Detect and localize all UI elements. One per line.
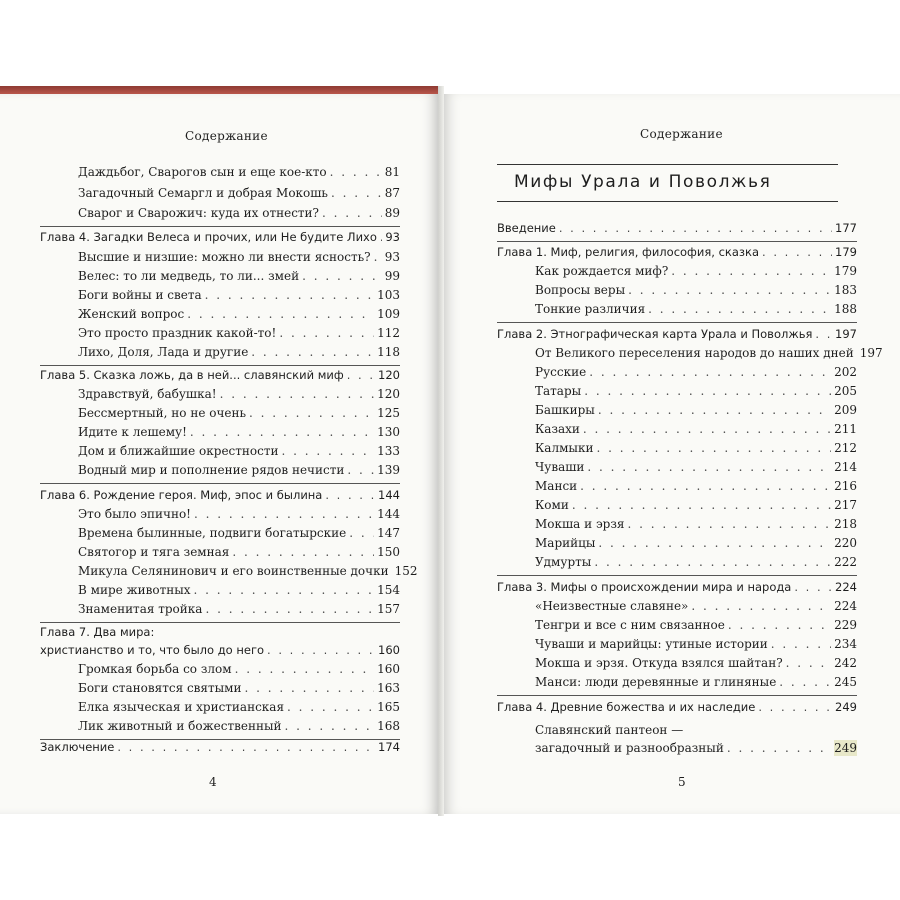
- toc-entry-title: Манси: люди деревянные и глиняные: [535, 675, 777, 689]
- dot-leader: [349, 525, 374, 541]
- toc-entry-title: Велес: то ли медведь, то ли... змей: [78, 269, 300, 283]
- toc-entry-page-number: 245: [834, 675, 857, 689]
- toc-section-entry[interactable]: [40, 424, 400, 440]
- dot-leader: [380, 229, 382, 245]
- dot-leader: [779, 674, 831, 690]
- toc-section-entry[interactable]: [40, 718, 400, 734]
- toc-entry-page-number: 209: [834, 403, 857, 417]
- toc-entry-page-number: 222: [834, 555, 857, 569]
- toc-entry-page-number: 125: [377, 406, 400, 420]
- toc-chapter-entry[interactable]: [40, 642, 400, 658]
- toc-entry-title: Мокша и эрзя. Откуда взялся шайтан?: [535, 656, 783, 670]
- part-title-bottom-rule: [497, 201, 838, 202]
- toc-section-entry[interactable]: [497, 440, 857, 456]
- toc-entry-title: Татары: [535, 384, 582, 398]
- toc-entry-title: От Великого переселения народов до наших дней: [535, 346, 854, 360]
- toc-entry-page-number: 218: [834, 517, 857, 531]
- toc-entry-page-number: 229: [834, 618, 857, 632]
- dot-leader: [815, 326, 832, 342]
- toc-section-entry[interactable]: [40, 506, 400, 522]
- toc-entry-page-number: 89: [384, 206, 400, 220]
- dot-leader: [232, 544, 374, 560]
- dot-leader: [322, 205, 382, 221]
- toc-entry-page-number: 224: [834, 599, 857, 613]
- toc-entry-title: Дом и ближайшие окрестности: [78, 444, 279, 458]
- left-running-head: Содержание: [185, 129, 268, 143]
- chapter-divider-rule: [40, 365, 400, 366]
- toc-entry-title: Вопросы веры: [535, 283, 626, 297]
- toc-entry-page-number: 154: [377, 583, 400, 597]
- toc-entry-title: Русские: [535, 365, 587, 379]
- dot-leader: [325, 487, 375, 503]
- dot-leader: [628, 282, 831, 298]
- toc-entry-title: Водный мир и пополнение рядов нечисти: [78, 463, 345, 477]
- toc-section-entry[interactable]: [497, 421, 857, 437]
- toc-entry-page-number: 120: [377, 387, 400, 401]
- toc-entry-title: Манси: [535, 479, 578, 493]
- toc-entry-page-number: 87: [384, 186, 400, 200]
- right-running-head: Содержание: [640, 127, 723, 141]
- toc-entry-page-number: 212: [834, 441, 857, 455]
- toc-entry-page-number: 211: [834, 422, 857, 436]
- toc-entry-page-number: 157: [377, 602, 400, 616]
- dot-leader: [267, 642, 375, 658]
- toc-entry-title: Калмыки: [535, 441, 594, 455]
- toc-entry-title: Как рождается миф?: [535, 264, 669, 278]
- toc-entry-page-number: 202: [834, 365, 857, 379]
- dot-leader: [587, 459, 831, 475]
- toc-entry-title: «Неизвестные славяне»: [535, 599, 689, 613]
- toc-entry-page-number: 160: [377, 662, 400, 676]
- dot-leader: [194, 582, 375, 598]
- toc-entry-title: Времена былинные, подвиги богатырские: [78, 526, 347, 540]
- toc-entry-page-number: 179: [835, 245, 857, 259]
- toc-entry-title: Заключение: [40, 740, 115, 754]
- toc-entry-title: Громкая борьба со злом: [78, 662, 232, 676]
- toc-section-entry[interactable]: [40, 306, 400, 322]
- dot-leader: [589, 364, 831, 380]
- chapter-divider-rule: [40, 226, 400, 227]
- toc-entry-page-number: 130: [377, 425, 400, 439]
- toc-entry-title: Глава 4. Загадки Велеса и прочих, или Не будите Лихо: [40, 230, 377, 244]
- toc-section-entry[interactable]: [497, 655, 857, 671]
- toc-entry-title-prefix: Славянский пантеон —: [535, 723, 684, 737]
- part-title-top-rule: [497, 164, 838, 165]
- dot-leader: [282, 443, 375, 459]
- toc-section-entry[interactable]: [497, 497, 857, 513]
- dot-leader: [205, 287, 374, 303]
- toc-entry-page-number: 197: [859, 346, 883, 360]
- toc-section-entry[interactable]: [40, 680, 400, 696]
- dot-leader: [117, 739, 375, 755]
- dot-leader: [245, 680, 375, 696]
- toc-chapter-entry[interactable]: [497, 326, 857, 342]
- toc-section-entry[interactable]: [40, 582, 400, 598]
- toc-entry-page-number: 197: [835, 327, 857, 341]
- toc-entry-page-number: 234: [834, 637, 857, 651]
- dot-leader: [251, 344, 374, 360]
- toc-entry-page-number: 242: [834, 656, 857, 670]
- toc-entry-title: Идите к лешему!: [78, 425, 187, 439]
- toc-entry-title: Глава 5. Сказка ложь, да в ней... славянский миф: [40, 368, 344, 382]
- toc-entry-title: Это было эпично!: [78, 507, 191, 521]
- toc-section-entry[interactable]: [40, 185, 400, 201]
- dot-leader: [691, 598, 831, 614]
- toc-section-entry[interactable]: [497, 516, 857, 532]
- toc-entry-page-number: 163: [377, 681, 400, 695]
- dot-leader: [598, 402, 831, 418]
- chapter-divider-rule: [40, 483, 400, 484]
- toc-entry-title: Это просто праздник какой-то!: [78, 326, 277, 340]
- dot-leader: [374, 249, 382, 265]
- toc-section-entry[interactable]: [497, 402, 857, 418]
- toc-entry-title: Глава 2. Этнографическая карта Урала и Поволжья: [497, 327, 813, 341]
- toc-section-entry[interactable]: [40, 164, 400, 180]
- dot-leader: [794, 579, 832, 595]
- toc-section-entry[interactable]: [497, 364, 857, 380]
- toc-section-entry[interactable]: [497, 554, 857, 570]
- left-page-number: 4: [209, 775, 217, 789]
- dot-leader: [594, 554, 831, 570]
- dot-leader: [596, 440, 831, 456]
- toc-section-entry[interactable]: [40, 699, 400, 715]
- toc-entry-page-number: 144: [377, 507, 400, 521]
- toc-chapter-entry[interactable]: [497, 244, 857, 260]
- toc-entry-title: Мокша и эрзя: [535, 517, 625, 531]
- dot-leader: [572, 497, 831, 513]
- toc-entry-page-number: 174: [378, 740, 400, 754]
- chapter-divider-rule: [497, 575, 857, 576]
- toc-section-entry[interactable]: [497, 674, 857, 690]
- toc-section-entry[interactable]: [40, 443, 400, 459]
- chapter-divider-rule: [497, 322, 857, 323]
- toc-entry-title: Коми: [535, 498, 569, 512]
- toc-entry-page-number: 81: [384, 165, 400, 179]
- dot-leader: [580, 478, 831, 494]
- toc-section-entry[interactable]: [40, 249, 400, 265]
- dot-leader: [771, 636, 831, 652]
- toc-entry-page-number: 220: [834, 536, 857, 550]
- dot-leader: [627, 516, 831, 532]
- toc-entry-title: Боги войны и света: [78, 288, 202, 302]
- toc-section-entry[interactable]: [40, 386, 400, 402]
- toc-section-entry[interactable]: [497, 263, 857, 279]
- toc-section-entry[interactable]: [40, 205, 400, 221]
- toc-entry-title: В мире животных: [78, 583, 191, 597]
- toc-entry-title: Тенгри и все с ним связанное: [535, 618, 725, 632]
- toc-section-entry[interactable]: [497, 383, 857, 399]
- toc-section-entry[interactable]: [40, 661, 400, 677]
- toc-entry-page-number: 168: [377, 719, 400, 733]
- dot-leader: [347, 462, 374, 478]
- dot-leader: [285, 718, 375, 734]
- toc-section-entry[interactable]: [497, 617, 857, 633]
- dot-leader: [302, 268, 382, 284]
- toc-chapter-entry[interactable]: [40, 229, 400, 245]
- toc-section-entry[interactable]: [40, 462, 400, 478]
- dot-leader: [559, 220, 832, 236]
- toc-section-entry[interactable]: [40, 268, 400, 284]
- toc-entry-title: Елка языческая и христианская: [78, 700, 285, 714]
- toc-entry-title: Микула Селянинович и его воинственные дочки: [78, 564, 389, 578]
- toc-entry-title: Казахи: [535, 422, 580, 436]
- toc-entry-page-number: 165: [377, 700, 400, 714]
- toc-entry-title: Здравствуй, бабушка!: [78, 387, 217, 401]
- toc-entry-page-number: 144: [378, 488, 400, 502]
- dot-leader: [648, 301, 831, 317]
- toc-section-entry[interactable]: [497, 301, 857, 317]
- dot-leader: [220, 386, 375, 402]
- toc-entry-page-number: 150: [377, 545, 400, 559]
- toc-entry-page-number: 118: [377, 345, 400, 359]
- toc-entry-title: Тонкие различия: [535, 302, 646, 316]
- dot-leader: [190, 424, 374, 440]
- toc-entry-page-number: 183: [834, 283, 857, 297]
- dot-leader: [187, 306, 374, 322]
- toc-entry-page-number: 139: [377, 463, 400, 477]
- toc-entry-title: Загадочный Семаргл и добрая Мокошь: [78, 186, 328, 200]
- toc-entry-page-number: 152: [394, 564, 418, 578]
- toc-section-entry[interactable]: [40, 344, 400, 360]
- toc-entry-title: христианство и то, что было до него: [40, 643, 265, 657]
- toc-entry-title: Введение: [497, 221, 556, 235]
- toc-entry-page-number: 217: [834, 498, 857, 512]
- toc-entry-title: Глава 4. Древние божества и их наследие: [497, 700, 756, 714]
- toc-entry-title: Чуваши и марийцы: утиные истории: [535, 637, 768, 651]
- dot-leader: [671, 263, 831, 279]
- toc-entry-page-number: 224: [835, 580, 857, 594]
- dot-leader: [786, 655, 831, 671]
- dot-leader: [347, 367, 375, 383]
- dot-leader: [728, 617, 831, 633]
- toc-entry-title: Бессмертный, но не очень: [78, 406, 247, 420]
- toc-chapter-entry[interactable]: [497, 579, 857, 595]
- toc-entry-title-prefix: Глава 7. Два мира:: [40, 625, 155, 639]
- dot-leader: [287, 699, 374, 715]
- toc-entry-title: Лихо, Доля, Лада и другие: [78, 345, 249, 359]
- toc-entry-page-number: 249: [834, 741, 857, 755]
- toc-chapter-entry[interactable]: [40, 487, 400, 503]
- toc-entry-page-number: 133: [377, 444, 400, 458]
- toc-section-entry[interactable]: [497, 459, 857, 475]
- toc-section-entry[interactable]: [497, 345, 883, 361]
- toc-entry-title: Сварог и Сварожич: куда их отнести?: [78, 206, 319, 220]
- dot-leader: [331, 185, 382, 201]
- dot-leader: [249, 405, 374, 421]
- toc-entry-page-number: 214: [834, 460, 857, 474]
- toc-section-entry[interactable]: [40, 405, 400, 421]
- toc-entry-page-number: 112: [377, 326, 400, 340]
- dot-leader: [330, 164, 382, 180]
- right-page-number: 5: [678, 775, 686, 789]
- toc-entry-page-number: 93: [384, 250, 400, 264]
- toc-entry-title: Святогор и тяга земная: [78, 545, 230, 559]
- toc-section-entry[interactable]: [497, 535, 857, 551]
- dot-leader: [583, 421, 831, 437]
- toc-entry-page-number: 179: [834, 264, 857, 278]
- chapter-divider-rule: [497, 241, 857, 242]
- dot-leader: [762, 244, 832, 260]
- toc-entry-title: Глава 1. Миф, религия, философия, сказка: [497, 245, 760, 259]
- toc-section-entry[interactable]: [40, 325, 400, 341]
- toc-chapter-entry[interactable]: [40, 739, 400, 755]
- toc-entry-page-number: 93: [385, 230, 400, 244]
- toc-entry-title: Высшие и низшие: можно ли внести ясность?: [78, 250, 371, 264]
- toc-section-entry[interactable]: [497, 636, 857, 652]
- toc-entry-title: Удмурты: [535, 555, 592, 569]
- chapter-divider-rule: [497, 695, 857, 696]
- toc-entry-page-number: 99: [384, 269, 400, 283]
- toc-section-entry[interactable]: [40, 601, 400, 617]
- dot-leader: [758, 699, 832, 715]
- dot-leader: [727, 740, 831, 756]
- chapter-divider-rule: [40, 622, 400, 623]
- toc-entry-page-number: 249: [835, 700, 857, 714]
- dot-leader: [205, 601, 374, 617]
- toc-entry-title: Глава 3. Мифы о происхождении мира и народа: [497, 580, 792, 594]
- part-title: Мифы Урала и Поволжья: [514, 172, 772, 192]
- toc-section-entry[interactable]: [497, 282, 857, 298]
- toc-section-entry[interactable]: [40, 287, 400, 303]
- toc-section-entry[interactable]: [497, 478, 857, 494]
- toc-section-entry[interactable]: [497, 740, 857, 756]
- toc-chapter-entry[interactable]: [40, 367, 400, 383]
- toc-chapter-entry[interactable]: [497, 699, 857, 715]
- toc-entry-title: Даждьбог, Сварогов сын и еще кое-кто: [78, 165, 327, 179]
- toc-entry-page-number: 216: [834, 479, 857, 493]
- dot-leader: [194, 506, 374, 522]
- toc-entry-title: Знаменитая тройка: [78, 602, 203, 616]
- dot-leader: [279, 325, 374, 341]
- dot-leader: [598, 535, 831, 551]
- toc-entry-title: Марийцы: [535, 536, 596, 550]
- toc-entry-page-number: 177: [835, 221, 857, 235]
- book-cover-edge: [0, 86, 440, 94]
- toc-entry-title: Чуваши: [535, 460, 585, 474]
- toc-entry-title: загадочный и разнообразный: [535, 741, 724, 755]
- toc-section-entry[interactable]: [497, 598, 857, 614]
- toc-section-entry[interactable]: [40, 544, 400, 560]
- toc-entry-page-number: 147: [377, 526, 400, 540]
- toc-entry-title: Женский вопрос: [78, 307, 185, 321]
- toc-section-entry[interactable]: [40, 563, 418, 579]
- toc-entry-page-number: 160: [378, 643, 400, 657]
- toc-entry-title: Боги становятся святыми: [78, 681, 242, 695]
- toc-entry-title: Лик животный и божественный: [78, 719, 282, 733]
- toc-entry-page-number: 120: [378, 368, 400, 382]
- toc-entry-page-number: 109: [377, 307, 400, 321]
- toc-entry-page-number: 205: [834, 384, 857, 398]
- toc-chapter-entry[interactable]: [497, 220, 857, 236]
- toc-entry-title: Глава 6. Рождение героя. Миф, эпос и былина: [40, 488, 323, 502]
- toc-entry-title: Башкиры: [535, 403, 595, 417]
- dot-leader: [235, 661, 375, 677]
- toc-entry-page-number: 188: [834, 302, 857, 316]
- toc-entry-page-number: 103: [377, 288, 400, 302]
- dot-leader: [584, 383, 831, 399]
- toc-section-entry[interactable]: [40, 525, 400, 541]
